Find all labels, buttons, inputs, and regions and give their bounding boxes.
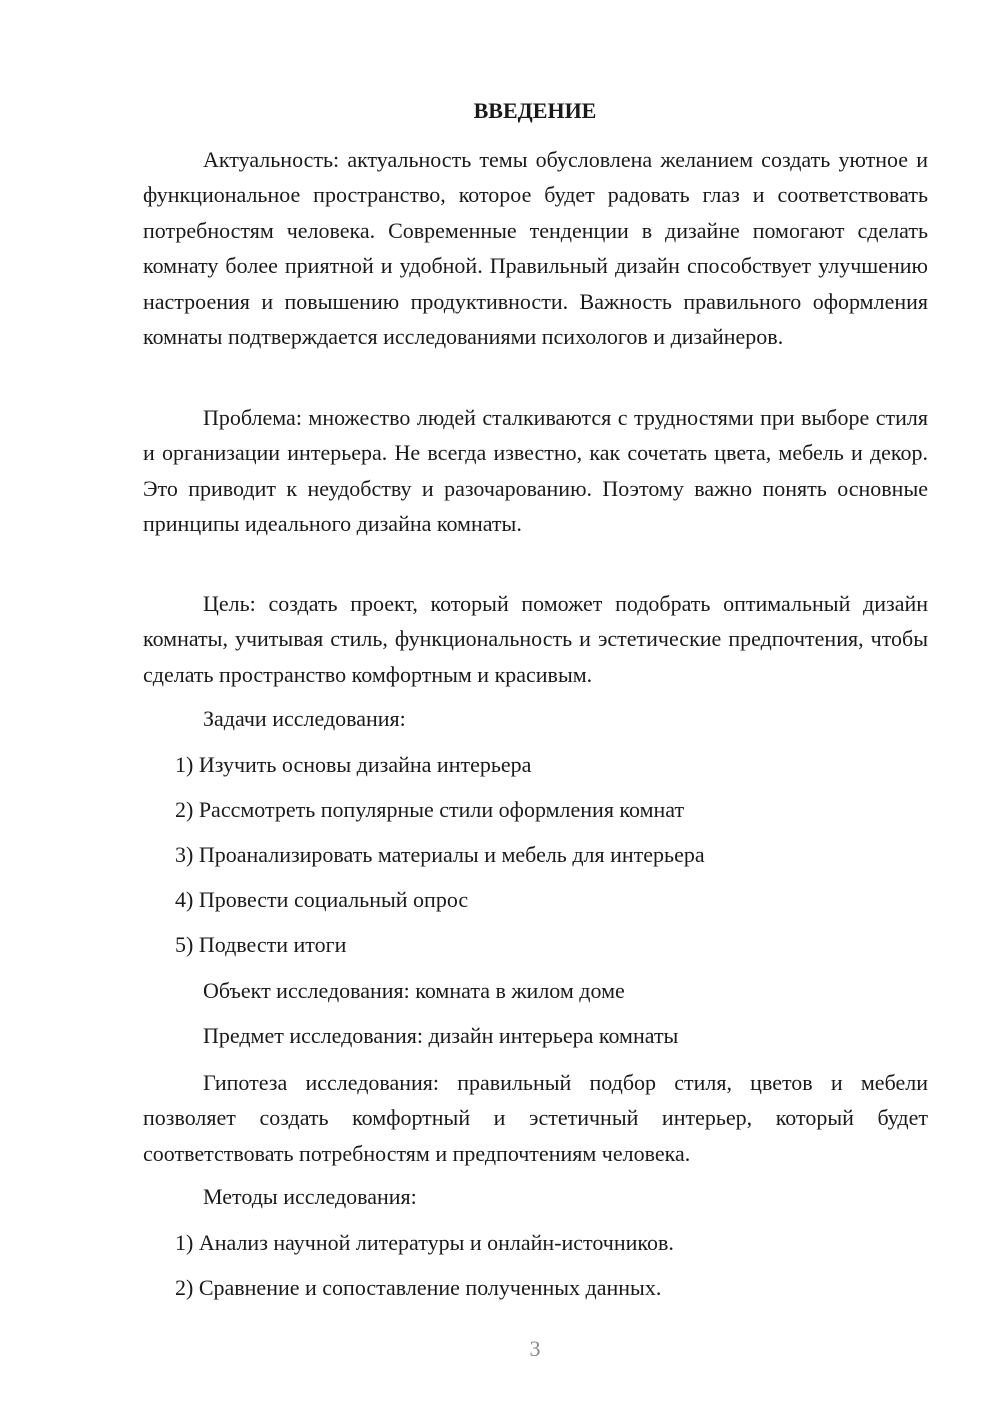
goal-paragraph: Цель: создать проект, который поможет подобрать оптимальный дизайн комнаты, учитывая стиль, функциональность и эстетические предпочтения, чтобы сделать пространство комфортным и красивым. (143, 591, 928, 687)
task-item: 4) Провести социальный опрос (175, 887, 469, 912)
relevance-paragraph: Актуальность: актуальность темы обусловлена желанием создать уютное и функциональное пространство, которое будет радовать глаз и соответствовать потребностям человека. Современные тенденции в дизайне помогают сделать комнату более приятной и удобной. Правильный дизайн способствует улучшению настроения и повышению продуктивности. Важность правильного оформления комнаты подтверждается исследованиями психологов и дизайнеров. (143, 147, 928, 350)
task-item: 3) Проанализировать материалы и мебель для интерьера (175, 842, 705, 867)
methods-heading: Методы исследования: (203, 1184, 417, 1209)
subject-line: Предмет исследования: дизайн интерьера комнаты (203, 1023, 679, 1048)
object-line: Объект исследования: комната в жилом доме (203, 978, 625, 1003)
method-item: 2) Сравнение и сопоставление полученных данных. (175, 1275, 662, 1300)
task-item: 2) Рассмотреть популярные стили оформления комнат (175, 797, 685, 822)
page-number: 3 (529, 1336, 541, 1361)
method-item: 1) Анализ научной литературы и онлайн-источников. (175, 1230, 674, 1255)
problem-paragraph: Проблема: множество людей сталкиваются с трудностями при выборе стиля и организации интерьера. Не всегда известно, как сочетать цвета, мебель и декор. Это приводит к неудобству и разочарованию. Поэтому важно понять основные принципы идеального дизайна комнаты. (143, 405, 928, 537)
hypothesis-paragraph: Гипотеза исследования: правильный подбор стиля, цветов и мебели позволяет создать комфортный и эстетичный интерьер, который будет соответствовать потребностям и предпочтениям человека. (143, 1070, 928, 1166)
tasks-heading: Задачи исследования: (203, 706, 406, 731)
task-item: 5) Подвести итоги (175, 932, 347, 957)
task-item: 1) Изучить основы дизайна интерьера (175, 752, 532, 777)
page-title: ВВЕДЕНИЕ (473, 98, 597, 123)
